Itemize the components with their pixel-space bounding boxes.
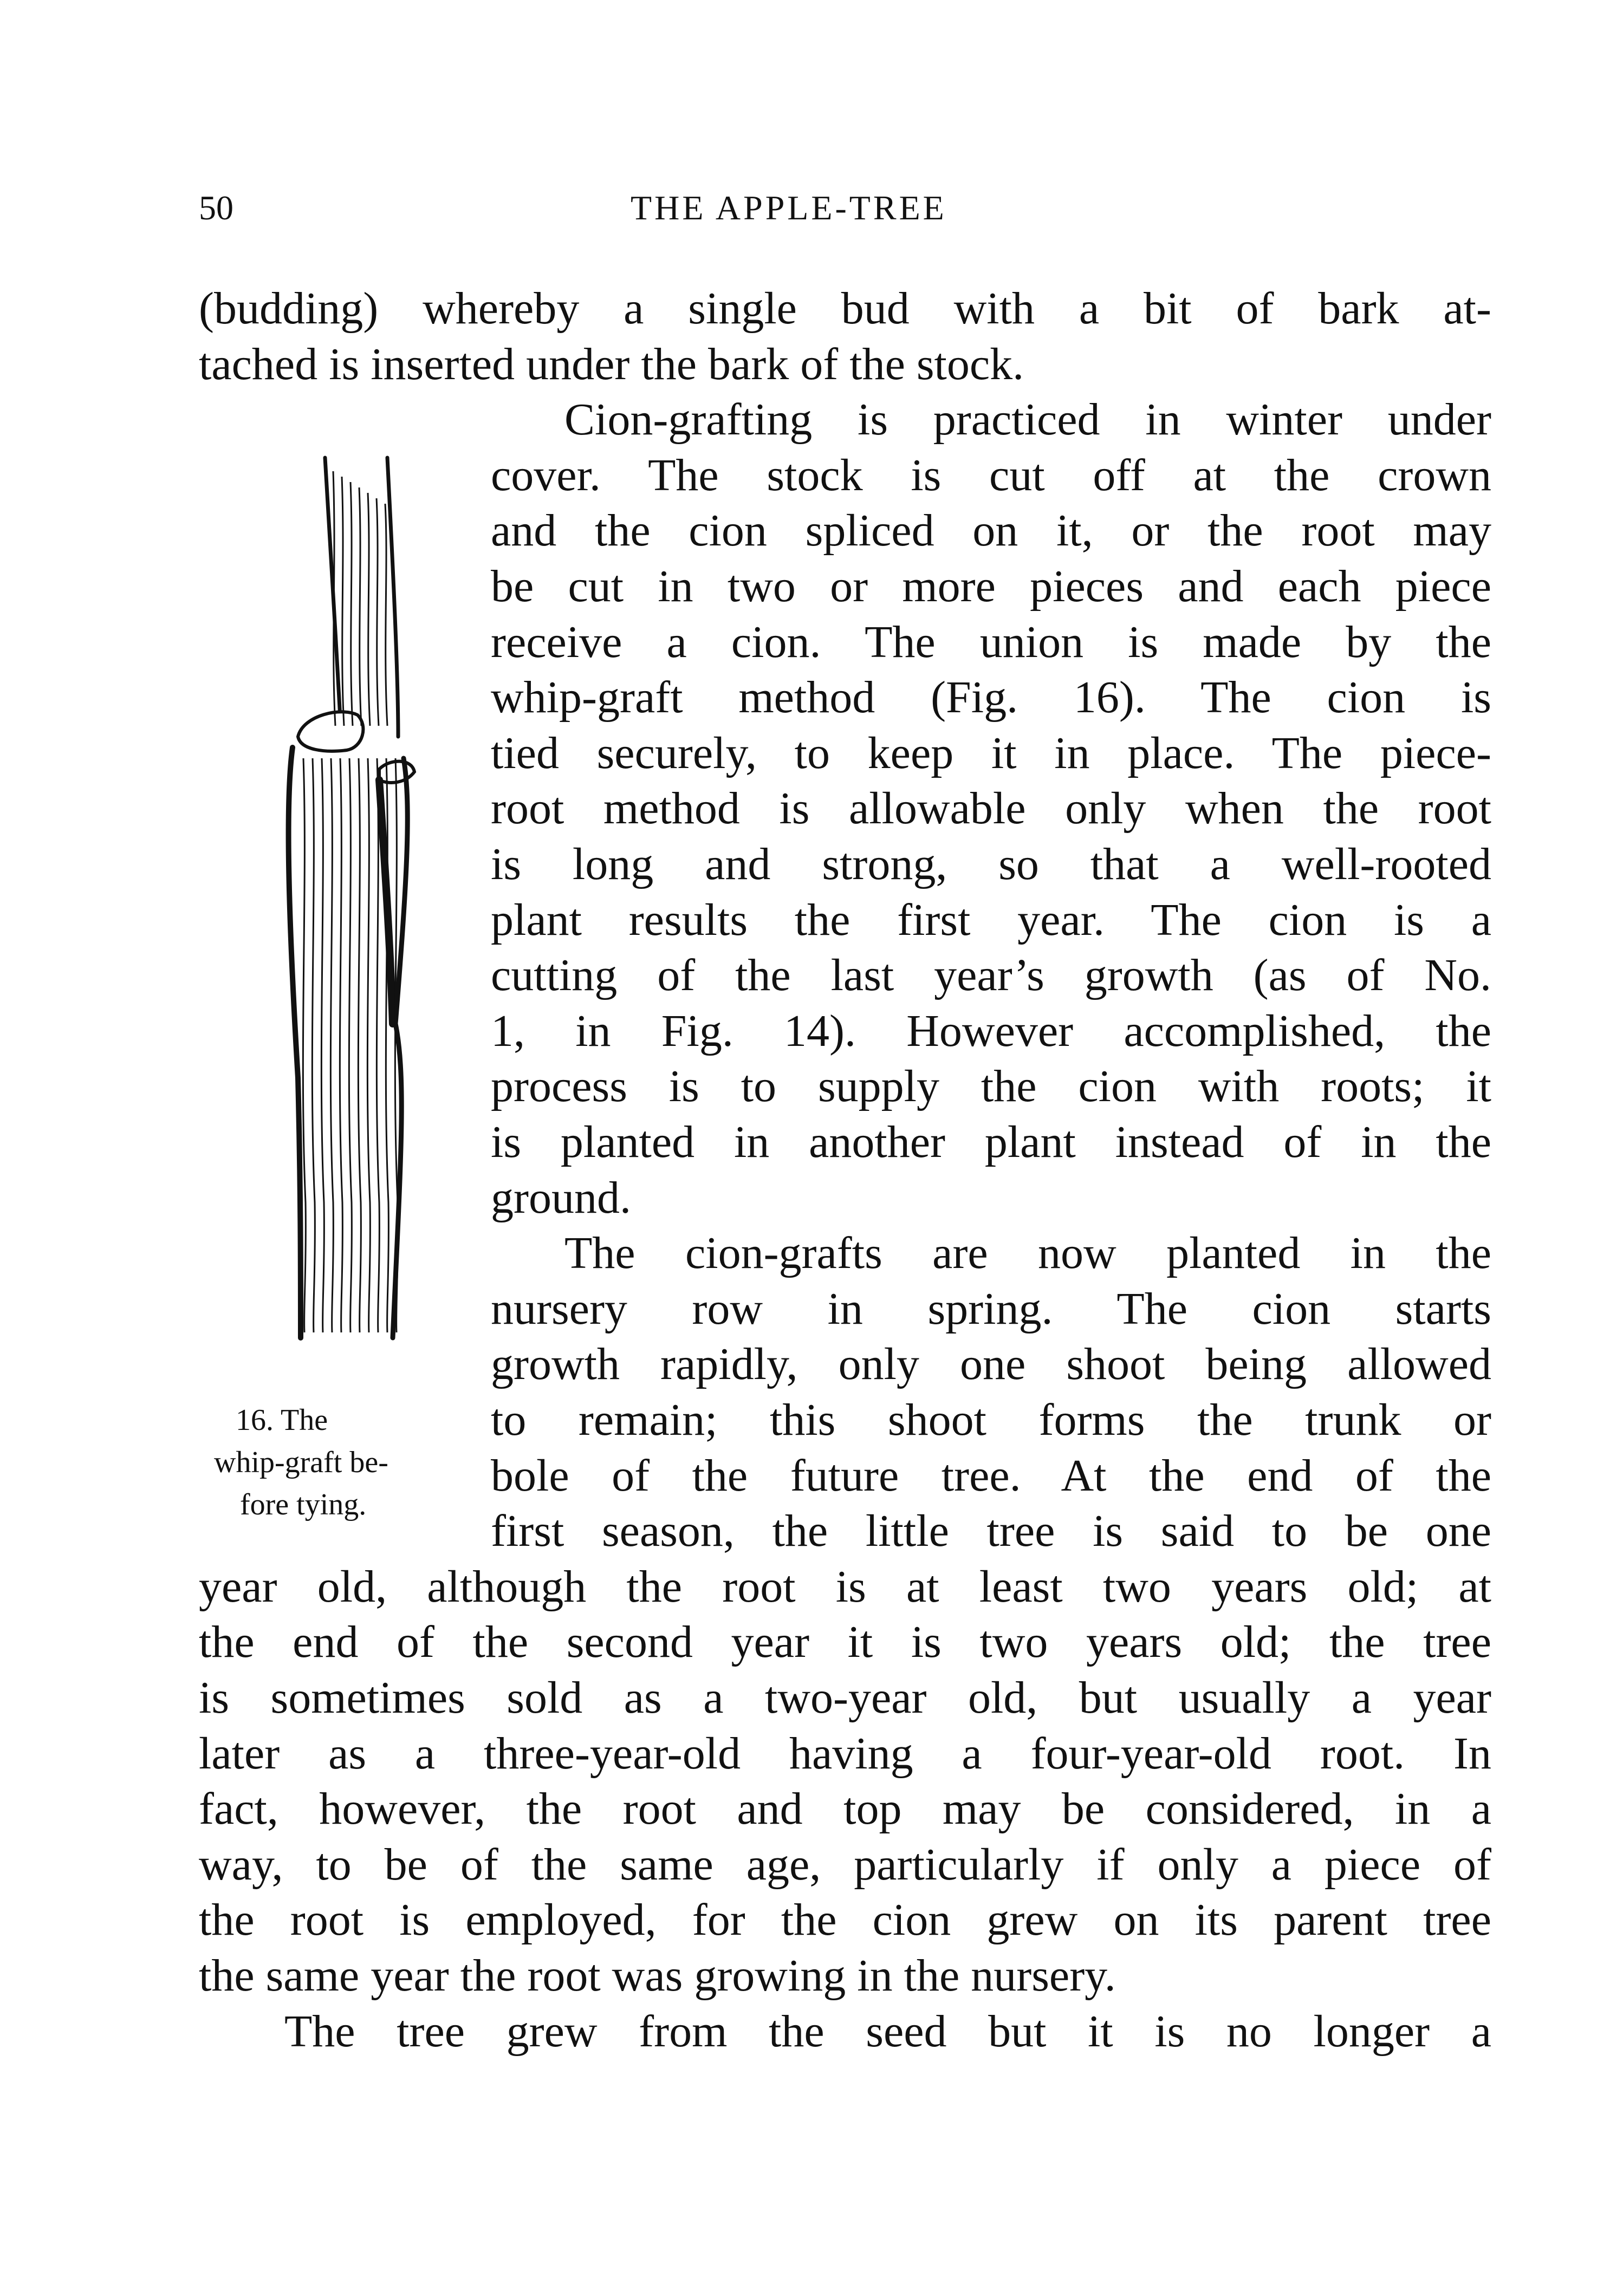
text-line: cutting of the last year’s growth (as of No. — [491, 950, 1491, 1001]
figure-caption-line: fore tying. — [240, 1488, 367, 1521]
text-line: whip-graft method (Fig. 16). The cion is — [491, 672, 1491, 723]
text-line: is long and strong, so that a well-rooted — [491, 839, 1491, 889]
text-line: the root is employed, for the cion grew on its parent tree — [199, 1895, 1491, 1946]
text-line: growth rapidly, only one shoot being allowed — [491, 1339, 1491, 1390]
text-line: to remain; this shoot forms the trunk or — [491, 1395, 1491, 1445]
wood-grain-line — [376, 498, 379, 726]
text-line: ground. — [491, 1172, 631, 1223]
text-line: tached is inserted under the bark of the stock. — [199, 339, 1024, 389]
wood-grain-line — [368, 493, 370, 726]
text-line: is planted in another plant instead of in the — [491, 1117, 1491, 1167]
text-line: receive a cion. The union is made by the — [491, 616, 1491, 667]
figure-caption-line: 16. The — [236, 1403, 328, 1437]
text-line: The cion-grafts are now planted in the — [564, 1228, 1491, 1279]
text-line: 1, in Fig. 14). However accomplished, the — [491, 1005, 1491, 1056]
text-line: root method is allowable only when the root — [491, 783, 1491, 834]
wood-grain-line — [342, 477, 344, 726]
text-line: bole of the future tree. At the end of the — [491, 1450, 1491, 1501]
wood-grain-line — [340, 758, 342, 1332]
text-line: Cion-grafting is practiced in winter under — [564, 394, 1491, 445]
text-line: the same year the root was growing in the nursery. — [199, 1950, 1116, 2001]
wood-grain-line — [349, 758, 352, 1332]
text-line: later as a three-year-old having a four-year-old root. In — [199, 1728, 1491, 1779]
wood-grain-line — [303, 758, 306, 1332]
page-number: 50 — [199, 188, 233, 227]
text-line: first season, the little tree is said to be one — [491, 1506, 1491, 1557]
text-line: nursery row in spring. The cion starts — [491, 1283, 1491, 1334]
figure-caption-line: whip-graft be- — [214, 1446, 388, 1479]
wood-grain-line — [367, 758, 370, 1332]
wood-grain-line — [330, 758, 333, 1332]
text-line: is sometimes sold as a two-year old, but usually a year — [199, 1673, 1491, 1723]
wood-grain-line — [321, 758, 324, 1332]
text-line: be cut in two or more pieces and each piece — [491, 561, 1491, 612]
text-line: process is to supply the cion with roots; it — [491, 1061, 1491, 1112]
wood-grain-line — [312, 758, 315, 1332]
whip-graft-illustration — [282, 455, 423, 1349]
wood-grain-line — [358, 758, 361, 1332]
wood-grain-line — [350, 482, 353, 726]
text-line: the end of the second year it is two years old; the tree — [199, 1617, 1491, 1668]
text-line: and the cion spliced on it, or the root may — [491, 505, 1491, 556]
text-line: way, to be of the same age, particularly if only a piece of — [199, 1839, 1491, 1890]
text-line: year old, although the root is at least two years old; at — [199, 1561, 1491, 1612]
text-line: tied securely, to keep it in place. The piece- — [491, 727, 1491, 778]
running-title: THE APPLE-TREE — [631, 188, 947, 227]
wood-grain-line — [376, 758, 379, 1332]
text-line: The tree grew from the seed but it is no longer a — [284, 2006, 1491, 2057]
text-line: fact, however, the root and top may be considered, in a — [199, 1784, 1491, 1835]
wood-grain-line — [385, 504, 387, 726]
text-line: cover. The stock is cut off at the crown — [491, 450, 1491, 500]
text-line: plant results the first year. The cion is a — [491, 894, 1491, 945]
text-line: (budding) whereby a single bud with a bit of bark at- — [199, 283, 1491, 334]
wood-grain-line — [359, 487, 361, 726]
